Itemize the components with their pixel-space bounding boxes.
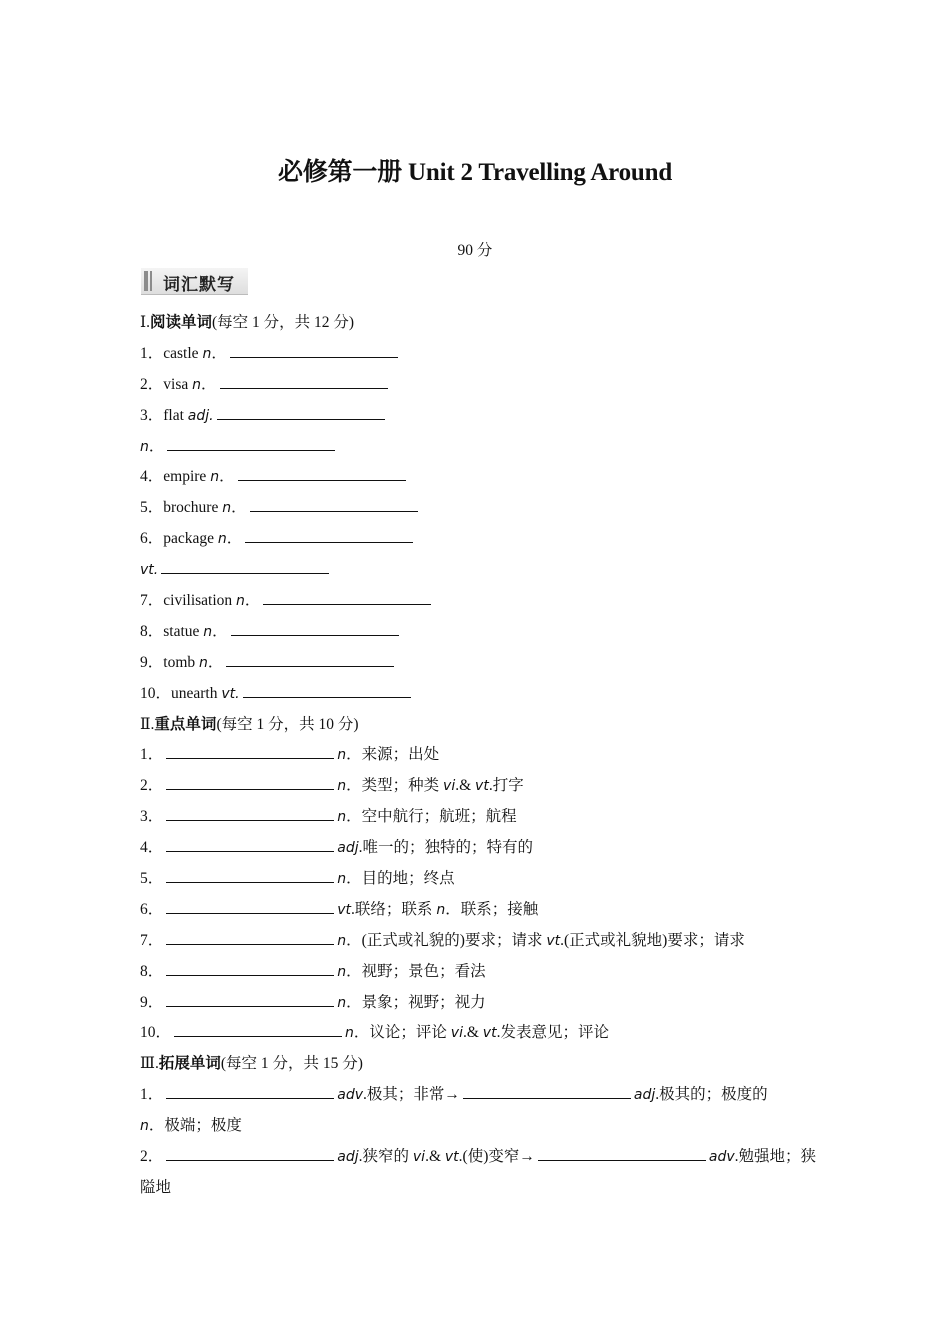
section-roman: Ⅰ. [140, 314, 150, 331]
definition: ．来源；出处 [346, 746, 440, 764]
vocab-item [140, 988, 830, 1019]
vocab-item [140, 864, 830, 895]
definition: .& [425, 1148, 445, 1166]
badge-bar-icon [144, 271, 148, 291]
separator: ． [148, 437, 165, 455]
part-of-speech: n [337, 994, 347, 1011]
answer-blank[interactable] [166, 959, 334, 976]
item-number: 8． [140, 962, 164, 980]
section-1-header [140, 308, 830, 339]
vocab-item [140, 1080, 830, 1142]
definition: ．议论；评论 [353, 1024, 451, 1042]
answer-blank[interactable] [231, 619, 399, 636]
item-number: 1． [140, 746, 164, 764]
item-number: 4． [140, 468, 164, 486]
part-of-speech: n [337, 747, 347, 764]
part-of-speech: n [210, 469, 220, 486]
item-word: brochure [163, 499, 223, 517]
separator: ． [212, 622, 228, 640]
item-word: tomb [163, 653, 200, 671]
item-word: empire [163, 468, 211, 486]
answer-blank[interactable] [230, 341, 398, 358]
definition: .勉强地；狭隘地 [140, 1148, 817, 1196]
part-of-speech: n [337, 778, 347, 795]
answer-blank[interactable] [243, 681, 411, 698]
part-of-speech: n [436, 901, 446, 918]
part-of-speech: vt [482, 1025, 497, 1042]
part-of-speech: n [203, 623, 213, 640]
item-number: 2． [140, 375, 164, 393]
part-of-speech: vi [443, 778, 456, 795]
part-of-speech: n [199, 654, 208, 671]
part-of-speech: n [337, 809, 347, 826]
part-of-speech: adj. [187, 407, 214, 424]
definition: .(正式或礼貌地)要求；请求 [560, 931, 745, 949]
part-of-speech: n [337, 963, 347, 980]
separator: ． [226, 530, 243, 548]
definition: .发表意见；评论 [496, 1024, 609, 1042]
definition: ．联系；接触 [445, 900, 539, 918]
separator: ． [200, 375, 217, 393]
vocab-item [140, 493, 830, 524]
separator: ． [207, 653, 224, 671]
separator: ． [219, 468, 235, 486]
exercise-content [140, 308, 830, 1204]
definition: .狭窄的 [358, 1148, 413, 1166]
item-number: 6． [140, 530, 164, 548]
definition: .极其的；极度的 [655, 1086, 768, 1104]
item-word: visa [163, 375, 193, 393]
answer-blank[interactable] [238, 464, 406, 481]
item-number: 3． [140, 406, 164, 424]
item-number: 5． [140, 499, 164, 517]
section-2-header [140, 710, 830, 741]
definition: ．类型；种类 [346, 777, 444, 795]
definition: ．景象；视野；视力 [346, 993, 486, 1011]
part-of-speech: n [345, 1025, 354, 1042]
section-roman: Ⅲ. [140, 1055, 159, 1073]
section-roman: Ⅱ. [140, 715, 155, 733]
item-word: unearth [171, 684, 222, 702]
answer-blank[interactable] [166, 928, 334, 945]
vocab-item [140, 555, 830, 586]
item-word: castle [163, 344, 203, 362]
vocab-item [140, 895, 830, 926]
vocab-item [140, 586, 830, 617]
part-of-speech: vt [475, 778, 489, 795]
part-of-speech: vt [546, 932, 561, 949]
part-of-speech: n [222, 500, 232, 517]
answer-blank[interactable] [166, 990, 334, 1007]
vocab-item [140, 926, 830, 957]
definition: .& [455, 777, 476, 795]
item-number: 5． [140, 870, 164, 888]
definition: ．(正式或礼貌的)要求；请求 [346, 931, 547, 949]
part-of-speech: adj [337, 840, 359, 857]
item-number: 6． [140, 900, 164, 918]
part-of-speech: adj [337, 1149, 359, 1166]
item-number: 2． [140, 1148, 164, 1166]
answer-blank[interactable] [166, 804, 334, 821]
definition: .& [462, 1024, 483, 1042]
vocab-item [140, 462, 830, 493]
item-number: 8． [140, 622, 164, 640]
answer-blank[interactable] [263, 588, 431, 605]
part-of-speech: n [236, 593, 245, 610]
item-number: 10． [140, 1024, 172, 1042]
item-number: 9． [140, 993, 164, 1011]
part-of-speech: adv [337, 1087, 364, 1104]
item-number: 10． [140, 684, 172, 702]
part-of-speech: vt. [140, 562, 159, 579]
item-number: 9． [140, 653, 164, 671]
separator: ． [211, 344, 227, 362]
section-note: (每空 1 分，共 10 分) [216, 715, 359, 733]
definition: .极其；非常→ [363, 1086, 460, 1104]
part-of-speech: n [140, 438, 149, 455]
item-number: 4． [140, 839, 164, 857]
definition: .(使)变窄→ [458, 1148, 535, 1166]
part-of-speech: vt. [221, 685, 240, 702]
definition: ．视野；景色；看法 [346, 962, 486, 980]
vocab-item [140, 370, 830, 401]
answer-blank[interactable] [538, 1144, 706, 1161]
section-badge [141, 268, 248, 295]
item-number: 7． [140, 592, 164, 610]
section-name: 阅读单词 [150, 314, 213, 331]
item-number: 1． [140, 344, 164, 362]
page-title: 必修第一册 Unit 2 Travelling Around [277, 159, 673, 186]
definition: .唯一的；独特的；特有的 [358, 839, 534, 857]
definition: ．空中航行；航班；航程 [346, 808, 517, 826]
vocab-item [140, 617, 830, 648]
answer-blank[interactable] [166, 835, 334, 852]
section-note: (每空 1 分，共 15 分) [220, 1055, 363, 1073]
vocab-item [140, 648, 830, 679]
definition: .联络；联系 [351, 900, 437, 918]
definition: ．目的地；终点 [346, 870, 455, 888]
item-word: statue [163, 622, 204, 640]
item-word: flat [163, 406, 188, 424]
part-of-speech: n [217, 531, 227, 548]
answer-blank[interactable] [161, 557, 329, 574]
answer-blank[interactable] [167, 434, 335, 451]
item-number: 2． [140, 777, 164, 795]
answer-blank[interactable] [174, 1020, 342, 1037]
part-of-speech: vi [412, 1149, 426, 1166]
answer-blank[interactable] [217, 403, 385, 420]
answer-blank[interactable] [166, 742, 334, 759]
item-word: package [163, 530, 218, 548]
part-of-speech: n [337, 871, 347, 888]
vocab-item [140, 740, 830, 771]
separator: ． [244, 592, 261, 610]
vocab-item [140, 524, 830, 555]
section-name: 拓展单词 [158, 1055, 221, 1073]
badge-bar-thin-icon [150, 271, 152, 291]
answer-blank[interactable] [245, 526, 413, 543]
vocab-item [140, 432, 830, 463]
part-of-speech: vt [444, 1149, 459, 1166]
section-note: (每空 1 分，共 12 分) [212, 314, 355, 331]
answer-blank[interactable] [250, 495, 418, 512]
part-of-speech: adj [633, 1087, 656, 1104]
score-total: 90 分 [457, 242, 493, 259]
part-of-speech: adv [708, 1149, 735, 1166]
item-number: 3． [140, 808, 164, 826]
part-of-speech: vi [450, 1025, 463, 1042]
section-name: 重点单词 [154, 715, 217, 733]
vocab-item [140, 833, 830, 864]
part-of-speech: n [140, 1118, 149, 1135]
answer-blank[interactable] [166, 866, 334, 883]
item-number: 1． [140, 1086, 164, 1104]
answer-blank[interactable] [166, 1082, 334, 1099]
separator: ． [231, 499, 247, 517]
answer-blank[interactable] [166, 773, 334, 790]
vocab-item [140, 957, 830, 988]
vocab-item [140, 1018, 830, 1049]
section-3-header [140, 1049, 830, 1080]
vocab-item [140, 802, 830, 833]
part-of-speech: n [192, 376, 201, 393]
item-number: 7． [140, 931, 164, 949]
part-of-speech: vt [337, 901, 352, 918]
part-of-speech: n [337, 932, 347, 949]
part-of-speech: n [202, 345, 212, 362]
vocab-item [140, 1142, 830, 1204]
vocab-item [140, 339, 830, 370]
answer-blank[interactable] [226, 650, 394, 667]
answer-blank[interactable] [166, 1144, 334, 1161]
item-word: civilisation [163, 592, 237, 610]
answer-blank[interactable] [220, 372, 388, 389]
definition: ．极端；极度 [148, 1117, 242, 1135]
section-badge-label: 词汇默写 [163, 275, 235, 295]
answer-blank[interactable] [463, 1082, 631, 1099]
definition: .打字 [488, 777, 524, 795]
answer-blank[interactable] [166, 897, 334, 914]
vocab-item [140, 771, 830, 802]
vocab-item [140, 679, 830, 710]
vocab-item [140, 401, 830, 432]
